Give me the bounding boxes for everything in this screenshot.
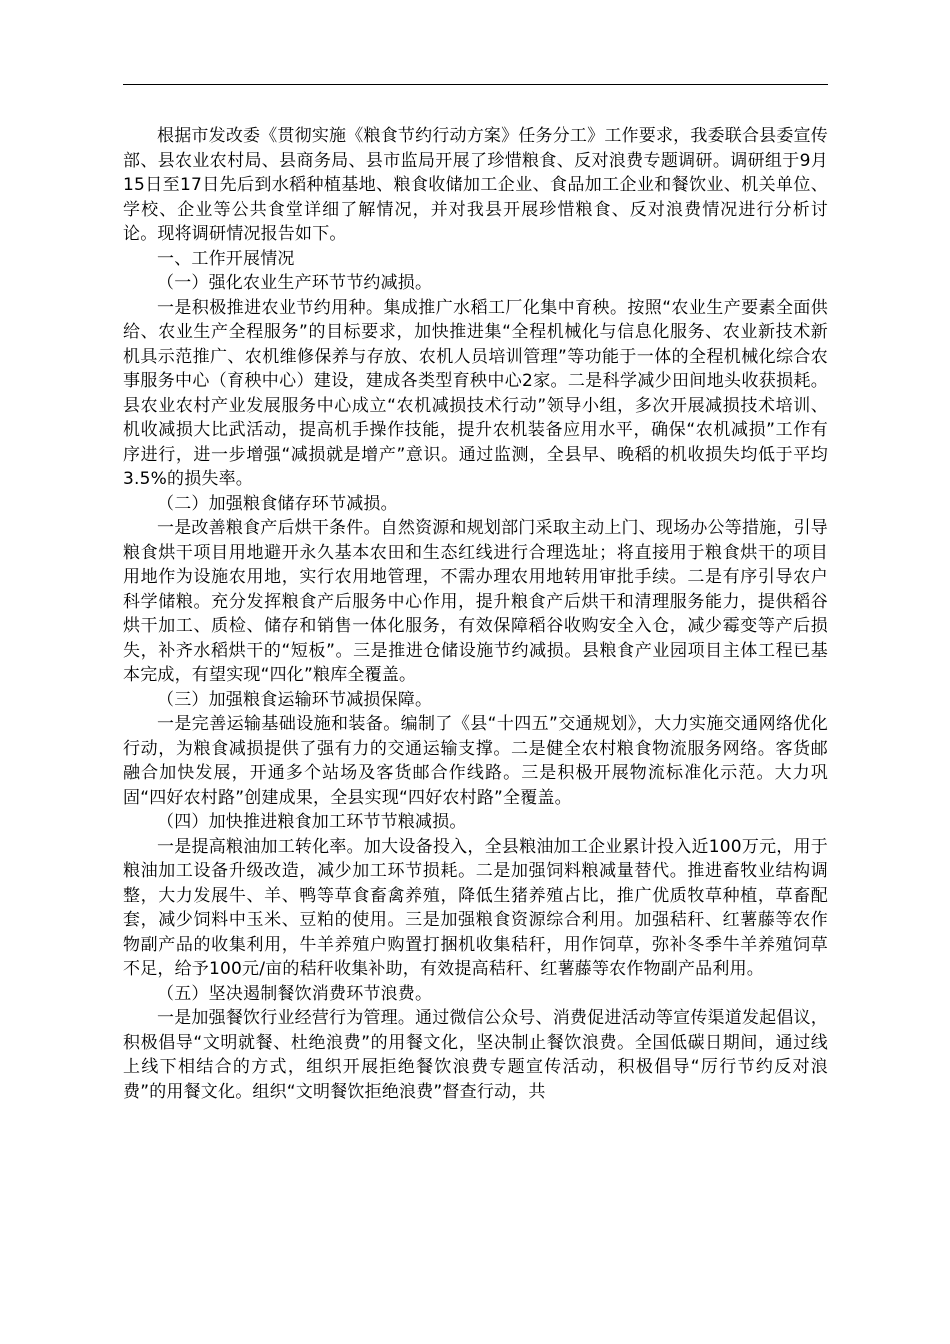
header-rule: [123, 84, 828, 85]
body-paragraph: 一是加强餐饮行业经营行为管理。通过微信公众号、消费促进活动等宣传渠道发起倡议，积极倡导“文明就餐、杜绝浪费”的用餐文化，坚决制止餐饮浪费。全国低碳日期间，通过线上线下相结合的方式，组织开展拒绝餐饮浪费专题宣传活动，积极倡导“厉行节约反对浪费”的用餐文化。组织“文明餐饮拒绝浪费”督查行动，共: [123, 1008, 828, 1102]
document-body: [123, 124, 828, 1104]
section-heading: 一、工作开展情况: [157, 248, 295, 269]
subsection-heading: （一）强化农业生产环节节约减损。: [157, 273, 433, 293]
body-paragraph: 一是完善运输基础设施和装备。编制了《县“十四五”交通规划》，大力实施交通网络优化行动，为粮食减损提供了强有力的交通运输支撑。二是健全农村粮食物流服务网络。客货邮融合加快发展，开通多个站场及客货邮合作线路。三是积极开展物流标准化示范。大力巩固“四好农村路”创建成果，全县实现“四好农村路”全覆盖。: [123, 714, 828, 808]
body-paragraph: 一是积极推进农业节约用种。集成推广水稻工厂化集中育秧。按照“农业生产要素全面供给、农业生产全程服务”的目标要求，加快推进集“全程机械化与信息化服务、农业新技术新机具示范推广、农机维修保养与存放、农机人员培训管理”等功能于一体的全程机械化综合农事服务中心（育秧中心）建设，建成各类型育秧中心2家。二是科学减少田间地头收获损耗。县农业农村产业发展服务中心成立“农机减损技术行动”领导小组，多次开展减损技术培训、机收减损大比武活动，提高机手操作技能，提升农机装备应用水平，确保“农机减损”工作有序进行，进一步增强“减损就是增产”意识。通过监测，全县早、晚稻的机收损失均低于平均3.5%的损失率。: [123, 297, 828, 489]
subsection-heading: （四）加快推进粮食加工环节节粮减损。: [157, 812, 467, 832]
body-paragraph: 一是提高粮油加工转化率。加大设备投入，全县粮油加工企业累计投入近100万元，用于粮油加工设备升级改造，减少加工环节损耗。二是加强饲料粮减量替代。推进畜牧业结构调整，大力发展牛、羊、鸭等草食畜禽养殖，降低生猪养殖占比，推广优质牧草种植，草畜配套，减少饲料中玉米、豆粕的使用。三是加强粮食资源综合利用。加强秸秆、红薯藤等农作物副产品的收集利用，牛羊养殖户购置打捆机收集秸秆，用作饲草，弥补冬季牛羊养殖饲草不足，给予100元/亩的秸秆收集补助，有效提高秸秆、红薯藤等农作物副产品利用。: [123, 836, 828, 979]
intro-paragraph: 根据市发改委《贯彻实施《粮食节约行动方案》任务分工》工作要求，我委联合县委宣传部、县农业农村局、县商务局、县市监局开展了珍惜粮食、反对浪费专题调研。调研组于9月15日至17日先后到水稻种植基地、粮食收储加工企业、食品加工企业和餐饮业、机关单位、学校、企业等公共食堂详细了解情况，并对我县开展珍惜粮食、反对浪费情况进行分析讨论。现将调研情况报告如下。: [123, 126, 828, 244]
subsection-heading: （二）加强粮食储存环节减损。: [157, 493, 398, 514]
body-paragraph: 一是改善粮食产后烘干条件。自然资源和规划部门采取主动上门、现场办公等措施，引导粮食烘干项目用地避开永久基本农田和生态红线进行合理选址；将直接用于粮食烘干的项目用地作为设施农用地，实行农用地管理，不需办理农用地转用审批手续。二是有序引导农户科学储粮。充分发挥粮食产后服务中心作用，提升粮食产后烘干和清理服务能力，提供稻谷烘干加工、质检、储存和销售一体化服务，有效保障稻谷收购安全入仓，减少霉变等产后损失，补齐水稻烘干的“短板”。三是推进仓储设施节约减损。县粮食产业园项目主体工程已基本完成，有望实现“四化”粮库全覆盖。: [123, 518, 828, 685]
subsection-heading: （三）加强粮食运输环节减损保障。: [157, 689, 433, 710]
subsection-heading: （五）坚决遏制餐饮消费环节浪费。: [157, 983, 433, 1004]
